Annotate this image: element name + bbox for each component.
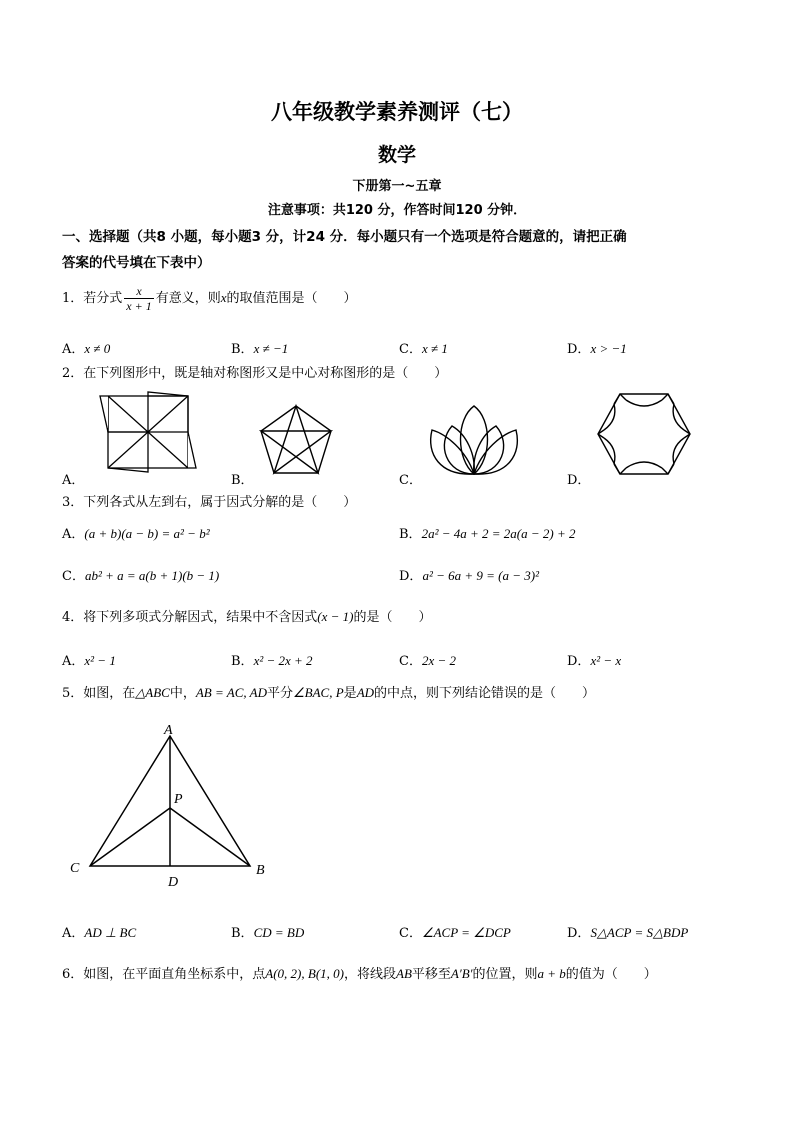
q4-option-d[interactable]: D．x² − x	[567, 653, 622, 669]
q1-option-c[interactable]: C．x ≠ 1	[399, 341, 448, 357]
question-4: 4．将下列多项式分解因式，结果中不含因式(x − 1)的是（ ）	[62, 609, 432, 625]
q3-option-b[interactable]: B．2a² − 4a + 2 = 2a(a − 2) + 2	[399, 526, 576, 542]
q5-option-a[interactable]: A．AD ⊥ BC	[62, 925, 137, 941]
vertex-label-d: D	[168, 875, 179, 890]
pinwheel-figure	[100, 392, 196, 472]
section-heading-cont: 答案的代号填在下表中）	[62, 255, 211, 271]
q1-option-a[interactable]: A．x ≠ 0	[62, 341, 111, 357]
question-2: 2．在下列图形中，既是轴对称图形又是中心对称图形的是（ ）	[62, 366, 448, 381]
section-heading: 一、选择题（共8 小题，每小题3 分，计24 分．每小题只有一个选项是符合题意的，请把正确	[62, 229, 627, 245]
q3-option-a[interactable]: A．(a + b)(a − b) = a² − b²	[62, 526, 210, 542]
q1-option-b[interactable]: B．x ≠ −1	[231, 341, 289, 357]
q5-option-b[interactable]: B．CD = BD	[231, 925, 305, 941]
q3-option-d[interactable]: D．a² − 6a + 9 = (a − 3)²	[399, 568, 539, 584]
exam-title: 八年级教学素养测评（七）	[271, 100, 523, 124]
q4-option-a[interactable]: A．x² − 1	[62, 653, 116, 669]
q2-option-c[interactable]: C．	[399, 473, 422, 488]
q5-option-c[interactable]: C．∠ACP = ∠DCP	[399, 925, 511, 941]
subject-title: 数学	[377, 144, 416, 166]
q2-option-b[interactable]: B．	[231, 473, 254, 488]
q4-option-b[interactable]: B．x² − 2x + 2	[231, 653, 313, 669]
vertex-label-p: P	[174, 792, 183, 807]
q5-option-d[interactable]: D．S△ACP = S△BDP	[567, 925, 689, 941]
triangle-figure	[60, 718, 280, 898]
q4-option-c[interactable]: C．2x − 2	[399, 653, 456, 669]
fraction: $\frac{x}{x + 1}$	[126, 284, 152, 313]
question-5: 5．如图，在△ABC中，AB = AC, AD平分∠BAC, P是AD的中点，则下列结论错误的是（ ）	[62, 685, 596, 701]
question-3: 3．下列各式从左到右，属于因式分解的是（ ）	[62, 495, 357, 510]
vertex-label-b: B	[256, 863, 265, 878]
question-1: 1．若分式 $\frac{x}{x + 1}$ 有意义，则x的取值范围是（ ）	[62, 284, 357, 313]
q2-option-d[interactable]: D．	[567, 473, 591, 488]
q3-option-c[interactable]: C．ab² + a = a(b + 1)(b − 1)	[62, 568, 220, 584]
vertex-label-a: A	[164, 723, 173, 738]
q1-option-d[interactable]: D．x > −1	[567, 341, 627, 357]
q2-option-a[interactable]: A．	[62, 473, 85, 488]
scope-line: 下册第一~五章	[352, 179, 442, 194]
lotus-figure	[426, 404, 522, 476]
hexagon-arcs-figure	[596, 392, 692, 476]
pentagram-figure	[258, 404, 334, 476]
notice-line: 注意事项：共120 分，作答时间120 分钟．	[267, 203, 527, 218]
vertex-label-c: C	[70, 861, 80, 876]
question-6: 6．如图，在平面直角坐标系中，点A(0, 2), B(1, 0)，将线段AB平移至A′B′的位置，则a + b的值为（ ）	[62, 966, 657, 982]
